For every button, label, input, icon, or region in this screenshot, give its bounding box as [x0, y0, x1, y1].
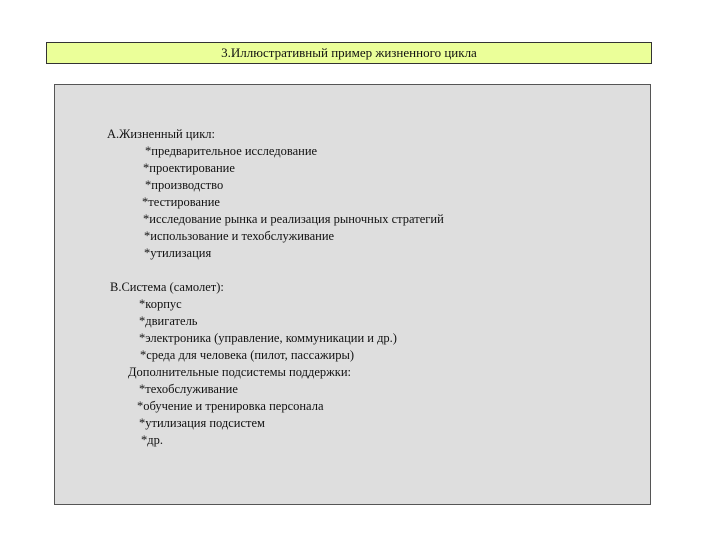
section-b-item: *электроника (управление, коммуникации и др.)	[139, 331, 397, 345]
slide-title: 3.Иллюстративный пример жизненного цикла	[221, 45, 477, 60]
section-a-item: *предварительное исследование	[145, 144, 318, 158]
section-a-item: *тестирование	[142, 195, 220, 209]
section-b-item: *среда для человека (пилот, пассажиры)	[140, 348, 355, 362]
section-b-item: *двигатель	[139, 314, 198, 328]
support-item: *утилизация подсистем	[139, 416, 265, 430]
section-a-item: *исследование рынка и реализация рыночных стратегий	[143, 212, 444, 226]
section-a-item: *проектирование	[143, 161, 235, 175]
section-a-heading: А.Жизненный цикл:	[107, 127, 215, 141]
section-b-heading: В.Система (самолет):	[110, 280, 224, 294]
section-a-item: *утилизация	[144, 246, 212, 260]
slide-title-bar	[46, 42, 652, 64]
section-a-item: *производство	[145, 178, 224, 192]
support-subsystems-heading: Дополнительные подсистемы поддержки:	[128, 365, 352, 379]
support-item: *техобслуживание	[139, 382, 238, 396]
section-a-item: *использование и техобслуживание	[144, 229, 335, 243]
support-item: *др.	[141, 433, 163, 447]
section-b-item: *корпус	[139, 297, 182, 311]
support-item: *обучение и тренировка персонала	[137, 399, 324, 413]
content-panel	[54, 84, 651, 505]
